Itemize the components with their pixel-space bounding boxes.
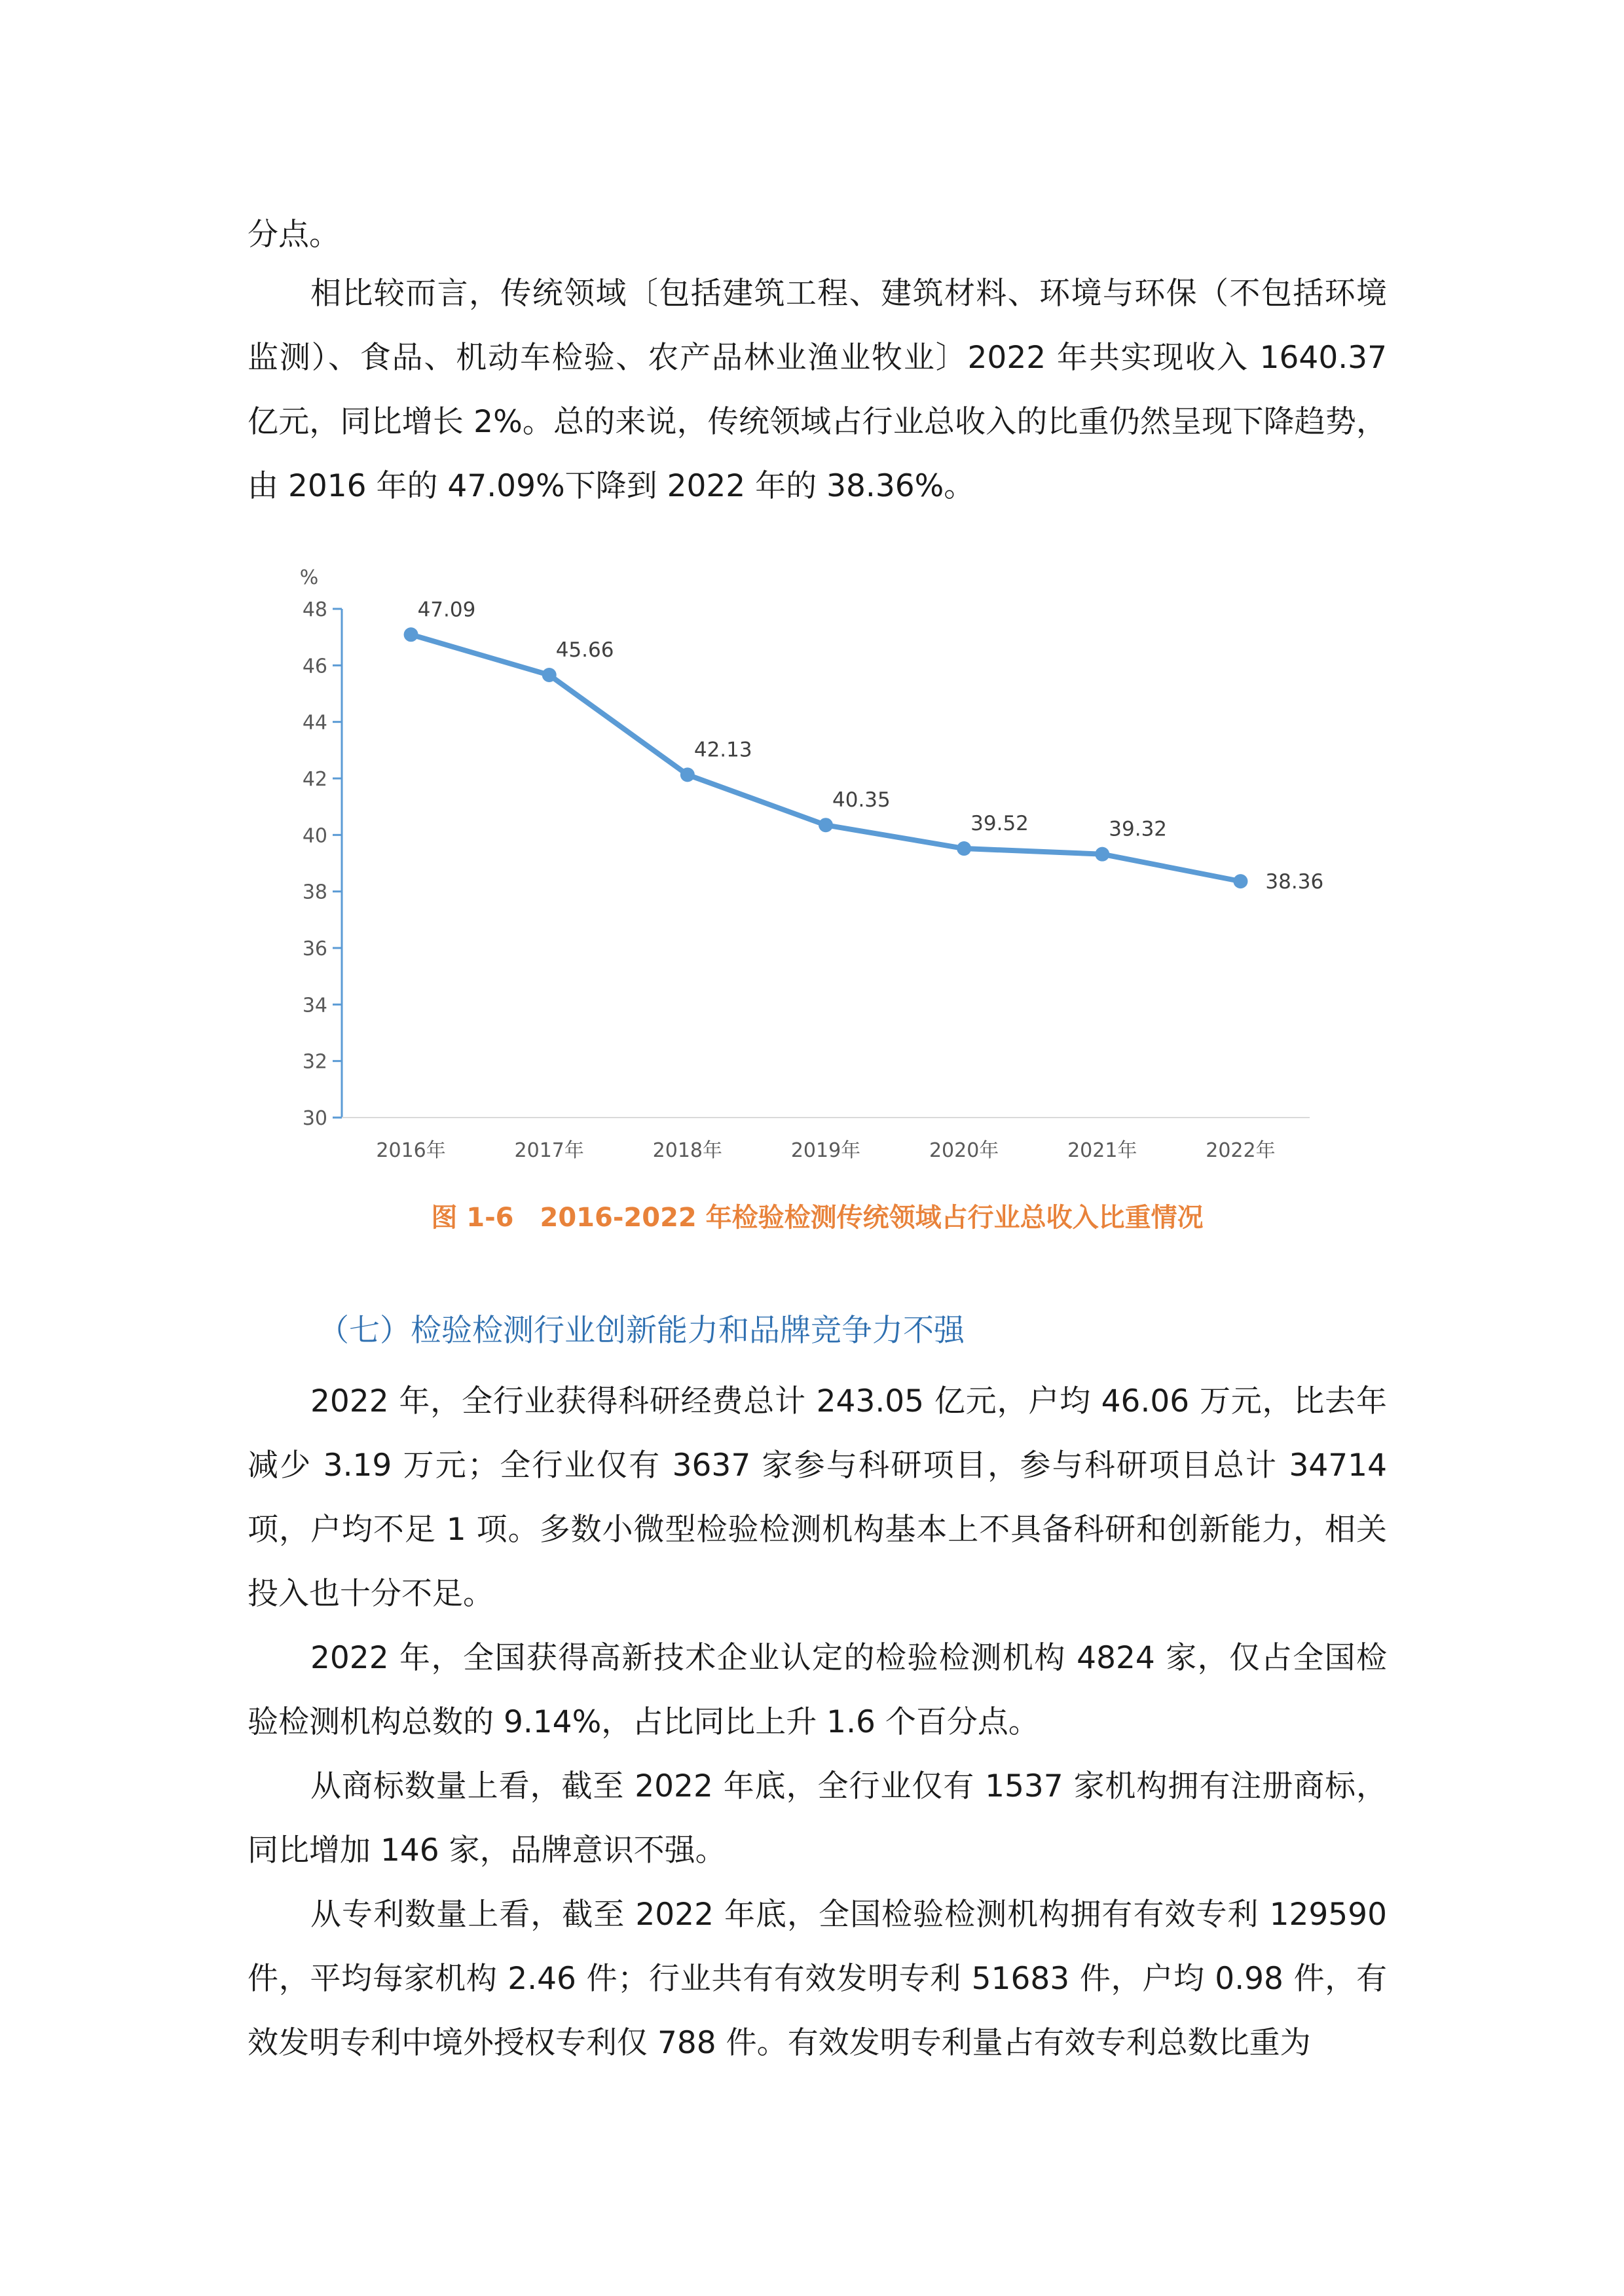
y-tick-label: 46 [302, 655, 327, 678]
y-tick-label: 36 [302, 938, 327, 960]
paragraph-3: 2022 年，全国获得高新技术企业认定的检验检测机构 4824 家，仅占全国检验检测机构总数的 9.14%，占比同比上升 1.6 个百分点。 [248, 1640, 1387, 1740]
line-chart [262, 553, 1336, 1182]
data-label: 42.13 [693, 738, 752, 762]
data-point [957, 841, 971, 856]
data-label: 38.36 [1265, 870, 1324, 894]
x-tick-label: 2019年 [790, 1139, 861, 1162]
data-point [680, 767, 695, 782]
data-label: 39.52 [970, 812, 1029, 836]
data-label: 40.35 [832, 788, 891, 812]
paragraph-1: 相比较而言，传统领域〔包括建筑工程、建筑材料、环境与环保（不包括环境监测）、食品、机动车检验、农产品林业渔业牧业〕2022 年共实现收入 1640.37 亿元，同比增长 2%。总的来说，传统领域占行业总收入的比重仍然呈现下降趋势，由 2016 年的 47.09%下降到 2022 年的 38.36%。 [248, 276, 1387, 504]
x-tick-label: 2020年 [929, 1139, 999, 1162]
paragraph-4: 从商标数量上看，截至 2022 年底，全行业仅有 1537 家机构拥有注册商标，同比增加 146 家，品牌意识不强。 [248, 1768, 1387, 1868]
x-tick-label: 2016年 [376, 1139, 446, 1162]
paragraph-2: 2022 年，全行业获得科研经费总计 243.05 亿元，户均 46.06 万元，比去年减少 3.19 万元；全行业仅有 3637 家参与科研项目，参与科研项目总计 34714 项，户均不足 1 项。多数小微型检验检测机构基本上不具备科研和创新能力，相关投入也十分不足。 [248, 1383, 1387, 1612]
x-tick-label: 2022年 [1206, 1139, 1276, 1162]
data-point [404, 627, 418, 642]
y-tick-label: 48 [302, 598, 327, 621]
y-tick-label: 38 [302, 881, 327, 904]
figure-caption: 图 1-6 2016-2022 年检验检测传统领域占行业总收入比重情况 [431, 1203, 1204, 1233]
data-label: 47.09 [417, 598, 476, 622]
data-point [542, 668, 557, 682]
y-axis-unit-label: % [299, 566, 319, 589]
y-tick-label: 40 [302, 824, 327, 848]
x-tick-label: 2017年 [514, 1139, 584, 1162]
x-tick-label: 2021年 [1067, 1139, 1137, 1162]
y-tick-label: 44 [302, 711, 327, 735]
y-tick-label: 32 [302, 1050, 327, 1074]
x-tick-label: 2018年 [652, 1139, 723, 1162]
section-heading: （七）检验检测行业创新能力和品牌竞争力不强 [318, 1313, 965, 1349]
paragraph-0: 分点。 [248, 217, 340, 253]
y-tick-label: 30 [302, 1107, 327, 1130]
chart-marks [404, 598, 1324, 894]
data-point [819, 818, 833, 832]
y-tick-label: 42 [302, 768, 327, 791]
paragraph-5: 从专利数量上看，截至 2022 年底，全国检验检测机构拥有有效专利 129590 件，平均每家机构 2.46 件；行业共有有效发明专利 51683 件，户均 0.98 件，有效发明专利中境外授权专利仅 788 件。有效发明专利量占有效专利总数比重为 [248, 1897, 1387, 2061]
series-line [411, 634, 1241, 881]
data-label: 45.66 [555, 638, 614, 663]
y-tick-label: 34 [302, 994, 327, 1017]
data-point [1095, 847, 1109, 862]
data-point [1233, 874, 1247, 888]
data-label: 39.32 [1109, 817, 1168, 841]
